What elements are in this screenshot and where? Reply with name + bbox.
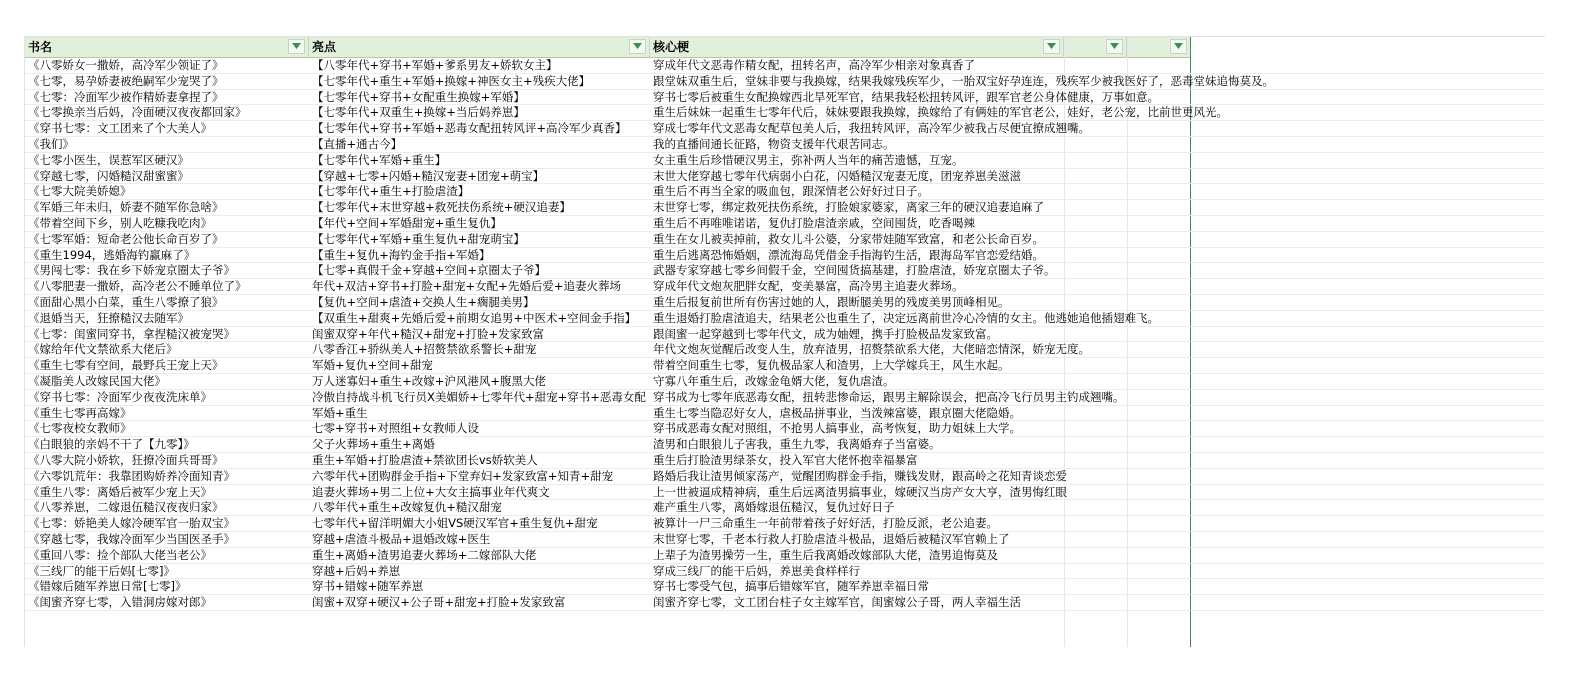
core-plot-cell[interactable]: 闺蜜齐穿七零，文工团台柱子女主嫁军官，闺蜜嫁公子哥，两人幸福生活 (653, 595, 1021, 610)
table-row (25, 453, 1545, 468)
table-row (25, 532, 1545, 547)
row-gridline (25, 357, 1545, 358)
book-title-cell[interactable]: 《七零夜校女教师》 (28, 421, 132, 436)
row-gridline (25, 152, 1545, 153)
highlights-cell[interactable]: 【七零年代+重生+军婚+换嫁+神医女主+残疾大佬】 (309, 74, 650, 89)
filter-dropdown-button[interactable] (1170, 39, 1187, 54)
row-gridline (25, 104, 1545, 105)
table-row (25, 516, 1545, 531)
row-gridline (25, 484, 1545, 485)
book-title-cell[interactable]: 《七零：冷面军少被作精娇妻拿捏了》 (28, 89, 224, 104)
book-title-cell[interactable]: 《七零军婚：短命老公他长命百岁了》 (28, 231, 224, 246)
highlights-cell[interactable]: 【七零年代+军婚+重生】 (309, 153, 650, 168)
row-gridline (25, 578, 1545, 579)
highlights-cell[interactable]: 追妻火葬场+男二上位+大女主搞事业年代爽文 (309, 485, 650, 500)
highlights-cell[interactable]: 八零年代+重生+改嫁复仇+糙汉甜宠 (309, 500, 650, 515)
book-title-cell[interactable]: 《穿越七零，我嫁冷面军少当国医圣手》 (28, 532, 235, 546)
row-gridline (25, 73, 1545, 74)
row-gridline (25, 326, 1545, 327)
highlights-cell[interactable]: 重生+离婚+渣男追妻火葬场+二嫁部队大佬 (309, 548, 650, 563)
book-title-cell[interactable]: 《重回八零：捡个部队大佬当老公》 (28, 547, 212, 562)
core-plot-cell[interactable]: 重生在女儿被卖掉前，救女儿斗公婆，分家带娃随军致富，和老公长命百岁。 (653, 231, 1044, 246)
book-title-cell[interactable]: 《我们》 (28, 137, 74, 151)
highlights-cell[interactable]: 【穿越+七零+闪婚+糙汉宠妻+团宠+萌宝】 (309, 169, 650, 184)
row-gridline (25, 231, 1545, 232)
table-row (25, 58, 1545, 73)
core-plot-cell[interactable]: 重生后报复前世所有伤害过她的人，跟断腿美男的残废美男顶峰相见。 (653, 295, 1010, 309)
table-row (25, 485, 1545, 500)
core-plot-cell[interactable]: 女主重生后珍惜硬汉男主，弥补两人当年的痛苦遗憾，互宠。 (653, 152, 964, 167)
table-row (25, 263, 1545, 278)
highlights-cell[interactable]: 【七零年代+穿书+女配重生换嫁+军婚】 (309, 90, 650, 105)
row-gridline (25, 341, 1545, 342)
highlights-cell[interactable]: 父子火葬场+重生+离婚 (309, 437, 650, 452)
highlights-cell[interactable]: 【七零年代+穿书+军婚+恶毒女配扭转风评+高冷军少真香】 (309, 121, 650, 136)
highlights-cell[interactable]: 闺蜜双穿+年代+糙汉+甜宠+打脸+发家致富 (309, 327, 650, 342)
row-gridline (25, 183, 1545, 184)
highlights-cell[interactable]: 万人迷寡妇+重生+改嫁+沪风港风+腹黑大佬 (309, 374, 650, 389)
row-gridline (25, 420, 1545, 421)
core-plot-cell[interactable]: 武器专家穿越七零乡间假千金，空间囤货搞基建，打脸虐渣，娇宠京圈太子爷。 (653, 263, 1056, 278)
book-title-cell[interactable]: 《八零大院小娇软，狂撩冷面兵哥哥》 (28, 453, 224, 467)
core-plot-cell[interactable]: 末世大佬穿越七零年代病弱小白花，闪婚糙汉宠妻无度，团宠养崽美滋滋 (653, 168, 1021, 183)
book-title-cell[interactable]: 《七零，易孕娇妻被绝嗣军少宠哭了》 (28, 73, 224, 88)
row-gridline (25, 262, 1545, 263)
highlights-cell[interactable]: 【重生+复仇+海钓金手指+军婚】 (309, 248, 650, 263)
table-row (25, 295, 1545, 310)
table-row (25, 232, 1545, 247)
row-gridline (25, 168, 1545, 169)
row-gridline (25, 89, 1545, 90)
header-cell-empty-e[interactable] (1127, 37, 1191, 58)
table-row (25, 169, 1545, 184)
book-title-cell[interactable]: 《重生八零：离婚后被军少宠上天》 (28, 484, 212, 499)
table-row (25, 121, 1545, 136)
core-plot-cell[interactable]: 跟闺蜜一起穿越到七零年代文，成为妯娌，携手打脸极品发家致富。 (653, 326, 998, 341)
core-plot-cell[interactable]: 上辈子为渣男操劳一生，重生后我离婚改嫁部队大佬，渣男追悔莫及 (653, 547, 998, 562)
core-plot-cell[interactable]: 被算计一尸三命重生一年前带着孩子好好活，打脸反派，老公追妻。 (653, 516, 998, 531)
highlights-cell[interactable]: 【双重生+甜爽+先婚后爱+前期女追男+中医术+空间金手指】 (309, 311, 650, 326)
core-plot-cell[interactable]: 重生退婚打脸虐渣追夫，结果老公也重生了，决定远离前世冷心冷情的女主。他逃她追他插翅难飞。 (653, 310, 1159, 325)
table-row (25, 374, 1545, 389)
core-plot-cell[interactable]: 重生七零当隐忍好女人，虐极品拼事业，当泼辣富婆，跟京圈大佬隐婚。 (653, 405, 1021, 420)
core-plot-cell[interactable]: 穿成七零年代文恶毒女配草包美人后，我扭转风评，高冷军少被我占尽便宜撩成翘嘴。 (653, 121, 1090, 136)
row-gridline (25, 499, 1545, 500)
header-cell-title[interactable] (25, 37, 309, 58)
spreadsheet-grid (24, 36, 1545, 647)
table-row (25, 153, 1545, 168)
row-gridline (25, 594, 1545, 595)
row-gridline (25, 389, 1545, 390)
highlights-cell[interactable]: 【七零+真假千金+穿越+空间+京圈太子爷】 (309, 263, 650, 278)
book-title-cell[interactable]: 《重生七零有空间，最野兵王宠上天》 (28, 358, 224, 373)
book-title-cell[interactable]: 《退婚当天，狂撩糙汉去随军》 (28, 310, 189, 325)
table-row (25, 90, 1545, 105)
row-gridline (25, 199, 1545, 200)
book-title-cell[interactable]: 《带着空间下乡，别人吃糠我吃肉》 (28, 216, 212, 230)
core-plot-cell[interactable]: 穿书七零后被重生女配换嫁西北旱死军官，结果我轻松扭转风评，跟军官老公身体健康，万事如意。 (653, 89, 1159, 104)
row-gridline (25, 373, 1545, 374)
book-title-cell[interactable]: 《白眼狼的亲妈不干了【九零】》 (28, 437, 195, 452)
table-row (25, 342, 1545, 357)
core-plot-cell[interactable]: 重生后不再当全家的吸血包，跟深情老公好好过日子。 (653, 184, 929, 199)
book-title-cell[interactable]: 《重生1994，逃婚海钓赢麻了》 (28, 247, 196, 262)
core-plot-cell[interactable]: 渣男和白眼狼儿子害我，重生九零，我离婚弃子当富婆。 (653, 437, 941, 452)
table-row (25, 74, 1545, 89)
highlights-cell[interactable]: 【七零年代+重生+打脸虐渣】 (309, 184, 650, 199)
row-gridline (25, 247, 1545, 248)
header-highlights-label: 亮点 (312, 40, 337, 54)
book-title-cell[interactable]: 《错嫁后随军养崽日常[七零]》 (28, 579, 187, 594)
core-plot-cell[interactable]: 重生后逃离恐怖婚姻，漂流海岛凭借金手指海钓生活，跟海岛军官恋爱结婚。 (653, 247, 1044, 262)
table-row (25, 105, 1545, 120)
highlights-cell[interactable]: 穿越+虐渣斗极品+退婚改嫁+医生 (309, 532, 650, 547)
row-gridline (25, 278, 1545, 279)
book-title-cell[interactable]: 《重生七零再高嫁》 (28, 405, 132, 420)
table-row (25, 200, 1545, 215)
filter-dropdown-button[interactable] (1106, 39, 1123, 54)
core-plot-cell[interactable]: 上一世被逼成精神病，重生后远离渣男搞事业，嫁硬汉当房产女大亨，渣男悔红眼 (653, 484, 1067, 499)
highlights-cell[interactable]: 六零年代+团购群金手指+下堂弃妇+发家致富+知青+甜宠 (309, 469, 650, 484)
table-row (25, 437, 1545, 452)
table-row (25, 548, 1545, 563)
highlights-cell[interactable]: 军婚+复仇+空间+甜宠 (309, 358, 650, 373)
core-plot-cell[interactable]: 路婚后我让渣男倾家荡产，觉醒团购群金手指，赚钱发财，跟高岭之花知青谈恋爱 (653, 468, 1067, 483)
book-title-cell[interactable]: 《七零：娇艳美人嫁冷硬军官一胎双宝》 (28, 516, 235, 531)
table-row (25, 279, 1545, 294)
table-row (25, 421, 1545, 436)
core-plot-cell[interactable]: 末世穿七零，千老本行救人打脸虐渣斗极品，退婚后被糙汉军官赖上了 (653, 532, 1010, 546)
row-gridline (25, 547, 1545, 548)
book-title-cell[interactable]: 《军婚三年未归，娇妻不随军你急啥》 (28, 200, 224, 215)
chevron-down-icon (292, 43, 301, 50)
header-cell-core-plot[interactable] (650, 37, 1064, 58)
filter-dropdown-button[interactable] (1043, 39, 1060, 54)
row-gridline (25, 436, 1545, 437)
table-row (25, 406, 1545, 421)
core-plot-cell[interactable]: 跟堂妹双重生后，堂妹非要与我换嫁，结果我嫁残疾军少，一胎双宝好孕连连，残疾军少被我医好了，恶毒堂妹追悔莫及。 (653, 73, 1274, 88)
header-cell-highlights[interactable] (309, 37, 650, 58)
core-plot-cell[interactable]: 年代文炮灰觉醒后改变人生，放弃渣男，招赘禁欲系大佬，大佬暗恋情深，娇宠无度。 (653, 342, 1090, 357)
book-title-cell[interactable]: 《八零娇女一撒娇，高冷军少领证了》 (28, 58, 224, 72)
table-row (25, 311, 1545, 326)
book-title-cell[interactable]: 《穿书七零：文工团来了个大美人》 (28, 121, 212, 136)
row-gridline (25, 215, 1545, 216)
table-row (25, 248, 1545, 263)
row-gridline (25, 515, 1545, 516)
highlights-cell[interactable]: 闺蜜+双穿+硬汉+公子哥+甜宠+打脸+发家致富 (309, 595, 650, 610)
highlights-cell[interactable]: 年代+双洁+穿书+打脸+甜宠+女配+先婚后爱+追妻火葬场 (309, 279, 650, 294)
header-row (25, 37, 1191, 58)
highlights-cell[interactable]: 穿书+错嫁+随军养崽 (309, 579, 650, 594)
core-plot-cell[interactable]: 穿书成恶毒女配对照组，不抢男人搞事业，高考恢复，助力姐妹上大学。 (653, 421, 1021, 436)
book-title-cell[interactable]: 《嫁给年代文禁欲系大佬后》 (28, 342, 178, 357)
book-title-cell[interactable]: 《七零换亲当后妈，冷面硬汉夜夜都回家》 (28, 105, 247, 120)
highlights-cell[interactable]: 冷傲自持战斗机飞行员X美媚娇+七零年代+甜宠+穿书+恶毒女配 (309, 390, 650, 405)
row-gridline (25, 120, 1545, 121)
table-row (25, 564, 1545, 579)
core-plot-cell[interactable]: 末世穿七零，绑定救死扶伤系统，打脸娘家婆家，离家三年的硬汉追妻追麻了 (653, 200, 1044, 215)
table-row (25, 327, 1545, 342)
row-gridline (25, 452, 1545, 453)
core-plot-cell[interactable]: 重生后打脸渣男绿茶女，投入军官大佬怀抱幸福暴富 (653, 453, 918, 467)
row-gridline (25, 405, 1545, 406)
book-title-cell[interactable]: 《七零：闺蜜同穿书，拿捏糙汉被宠哭》 (28, 326, 235, 341)
book-title-cell[interactable]: 《八零肥妻一撒娇，高冷老公不睡单位了》 (28, 279, 247, 294)
core-plot-cell[interactable]: 穿成年代文炮灰肥胖女配，变美暴富，高冷男主追妻火葬场。 (653, 279, 964, 294)
row-gridline (25, 468, 1545, 469)
core-plot-cell[interactable]: 穿书成为七零年底恶毒女配，扭转悲惨命运，跟男主解除误会，把高冷飞行员男主钓成翘嘴。 (653, 389, 1125, 404)
core-plot-cell[interactable]: 穿成三线厂的能干后妈，养崽美食样样行 (653, 563, 860, 578)
book-title-cell[interactable]: 《凝脂美人改嫁民国大佬》 (28, 374, 166, 388)
book-title-cell[interactable]: 《七零大院美娇媳》 (28, 184, 132, 199)
highlights-cell[interactable]: 【直播+通古今】 (309, 137, 650, 152)
core-plot-cell[interactable]: 重生后妹妹一起重生七零年代后，妹妹要跟我换嫁，换嫁给了有俩娃的军官老公，娃好，老公宠，比前世更风光。 (653, 105, 1228, 120)
book-title-cell[interactable]: 《闺蜜齐穿七零，入错洞房嫁对郎》 (28, 595, 212, 610)
book-title-cell[interactable]: 《三线厂的能干后妈[七零]》 (28, 563, 175, 578)
filter-dropdown-button[interactable] (288, 39, 305, 54)
header-cell-empty-d[interactable] (1064, 37, 1127, 58)
table-row (25, 390, 1545, 405)
highlights-cell[interactable]: 【复仇+空间+虐渣+交换人生+瘸腿美男】 (309, 295, 650, 310)
header-title-label: 书名 (28, 40, 53, 54)
table-row (25, 216, 1545, 231)
table-row (25, 137, 1545, 152)
book-title-cell[interactable]: 《男闯七零：我在乡下娇宠京圈太子爷》 (28, 263, 235, 278)
table-row (25, 184, 1545, 199)
highlights-cell[interactable]: 【年代+空间+军婚甜宠+重生复仇】 (309, 216, 650, 231)
highlights-cell[interactable]: 【八零年代+穿书+军婚+爹系男友+娇软女主】 (309, 58, 650, 73)
chevron-down-icon (1174, 43, 1183, 50)
row-gridline (25, 294, 1545, 295)
header-core-plot-label: 核心梗 (653, 40, 690, 54)
highlights-cell[interactable]: 八零香江+骄纵美人+招赘禁欲系警长+甜宠 (309, 342, 650, 357)
row-gridline (25, 310, 1545, 311)
highlights-cell[interactable]: 军婚+重生 (309, 406, 650, 421)
chevron-down-icon (1110, 43, 1119, 50)
table-row (25, 469, 1545, 484)
highlights-cell[interactable]: 重生+军婚+打脸虐渣+禁欲团长vs娇软美人 (309, 453, 650, 468)
core-plot-cell[interactable]: 带着空间重生七零，复仇极品家人和渣男，上大学嫁兵王，风生水起。 (653, 358, 1010, 373)
book-title-cell[interactable]: 《六零饥荒年：我靠团购娇养冷面知青》 (28, 468, 235, 483)
highlights-cell[interactable]: 【七零年代+军婚+重生复仇+甜宠萌宝】 (309, 232, 650, 247)
row-gridline (25, 610, 1545, 611)
highlights-cell[interactable]: 七零+穿书+对照组+女教师人设 (309, 421, 650, 436)
filter-dropdown-button[interactable] (629, 39, 646, 54)
book-title-cell[interactable]: 《八零养崽，二嫁退伍糙汉夜夜归家》 (28, 500, 224, 515)
core-plot-cell[interactable]: 难产重生八零，离婚嫁退伍糙汉，复仇过好日子 (653, 500, 895, 515)
core-plot-cell[interactable]: 守寡八年重生后，改嫁金龟婿大佬，复仇虐渣。 (653, 374, 895, 388)
core-plot-cell[interactable]: 重生后不再唯唯诺诺，复仇打脸虐渣亲戚，空间囤货，吃香喝辣 (653, 216, 975, 230)
highlights-cell[interactable]: 【七零年代+双重生+换嫁+当后妈养崽】 (309, 105, 650, 120)
row-gridline (25, 531, 1545, 532)
row-gridline (25, 563, 1545, 564)
book-title-cell[interactable]: 《穿越七零，闪婚糙汉甜蜜蜜》 (28, 168, 189, 183)
highlights-cell[interactable]: 穿越+后妈+养崽 (309, 564, 650, 579)
book-title-cell[interactable]: 《面甜心黑小白菜，重生八零撩了狼》 (28, 295, 224, 309)
book-title-cell[interactable]: 《穿书七零：冷面军少夜夜洗床单》 (28, 389, 212, 404)
table-row (25, 579, 1545, 594)
core-plot-cell[interactable]: 穿成年代文恶毒作精女配，扭转名声，高冷军少相亲对象真香了 (653, 58, 975, 72)
core-plot-cell[interactable]: 穿书七零受气包，搞事后错嫁军官，随军养崽幸福日常 (653, 579, 929, 594)
row-gridline (25, 136, 1545, 137)
table-row (25, 500, 1545, 515)
highlights-cell[interactable]: 【七零年代+末世穿越+救死扶伤系统+硬汉追妻】 (309, 200, 650, 215)
table-row (25, 595, 1545, 610)
chevron-down-icon (633, 43, 642, 50)
chevron-down-icon (1047, 43, 1056, 50)
highlights-cell[interactable]: 七零年代+留洋明媚大小姐VS硬汉军官+重生复仇+甜宠 (309, 516, 650, 531)
table-row (25, 358, 1545, 373)
core-plot-cell[interactable]: 我的直播间通长征路，物资支援年代艰苦同志。 (653, 137, 895, 151)
book-title-cell[interactable]: 《七零小医生，误惹军区硬汉》 (28, 152, 189, 167)
